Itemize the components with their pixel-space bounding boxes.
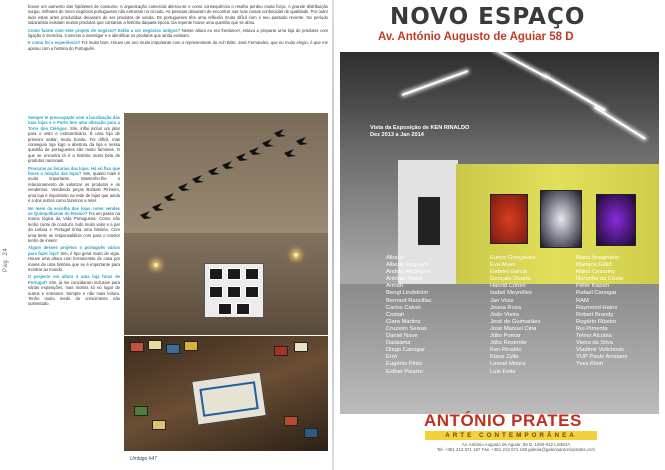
artist-name: Mário Cesariny xyxy=(576,269,615,276)
answer-4: Sim, quanto mais é muito importante. Mantenho-lhe o relacionamento de valorizar os produtos e os vendemos. Vendendo peças Bordalo Pinheiro, uma loja é importante na rede de lojas que ainda é a dos outros como fazemos a reter. xyxy=(28,171,120,204)
artist-name: Vladimir Velichovic xyxy=(576,347,625,354)
artist-name: Jan Voss xyxy=(490,297,514,304)
ad-headline: NOVO ESPAÇO xyxy=(390,4,586,30)
artist-name: Mariana Gillot xyxy=(576,262,612,269)
artist-name: Gonçalo Duarte xyxy=(490,276,531,283)
question-3: Sempre te preocupaste com a localização das tuas lojas e o Porto tem uma vibração para a Torre dos Clérigos. xyxy=(28,115,120,131)
artist-name: Daniel Nave xyxy=(386,333,418,340)
shop-photo-swallows xyxy=(124,113,328,335)
artist-name: Dalaiama xyxy=(386,340,411,347)
artist-list-col2 xyxy=(490,255,540,376)
answer-1: Nesse altura eu era freelancer, estava a preparar uma loja de produtos com ligação à memória. Comecei a investigar e a identificar os produtos que ainda existiam. xyxy=(28,27,328,39)
artist-name: Leonel Moura xyxy=(490,361,526,368)
artwork-panel xyxy=(418,197,440,245)
answer-7: Sim, já me convidaram inclusive para várias exposições, mas mostra só no lugar de outros e entraram. Sempre e não mais leitura. Tenho muito medo do crescimento não sustentado. xyxy=(28,279,120,307)
artist-name: Peter Klasen xyxy=(576,283,610,290)
artist-name: Isabel Meyrelles xyxy=(490,290,532,297)
artist-name: António Segui xyxy=(386,276,423,283)
artist-name: José Manuel Ciria xyxy=(490,325,537,332)
gallery-photo xyxy=(340,52,659,414)
artist-name: Alberto Reguera xyxy=(386,262,429,269)
question-1: Como fazem com este projeto de negócio? Estão a ser negócios antigos? xyxy=(28,27,181,33)
artist-name: Robert Brandy xyxy=(576,311,614,318)
artist-name: Ken Rinaldo xyxy=(490,347,522,354)
gallery-logo-tagline: ARTE CONTEMPORÂNEA xyxy=(425,431,597,440)
answer-5: Foi um passo na marca lógica da Vida Portuguesa. Como não tenho conte de conduzir, tudo muito valor e a par da Lisboa e Portugal tinha uma história. Com uma lente se responsabiliza com para o interior tenho de inserir. xyxy=(28,210,120,243)
interview-column xyxy=(28,115,120,455)
tile-product xyxy=(191,371,267,425)
right-page xyxy=(334,0,665,470)
ad-address-headline: Av. António Augusto de Aguiar 58 D xyxy=(378,31,574,43)
artist-name: Eva Alves xyxy=(490,262,516,269)
artist-name: Maria Imaginário xyxy=(576,255,620,261)
artist-name: José de Guimarães xyxy=(490,318,541,325)
artist-name: Albano xyxy=(386,255,405,261)
intro-column xyxy=(28,4,328,112)
artist-name: Arman xyxy=(386,283,404,290)
artist-name: Erró xyxy=(386,354,397,361)
artist-name: Harold Cohen xyxy=(490,283,526,290)
question-2: E como foi a experiência? xyxy=(28,40,81,46)
artist-name: Vieira da Silva xyxy=(576,340,613,347)
artist-name: Carlos Calvet xyxy=(386,304,421,311)
artist-name: Cruzeiro Seixas xyxy=(386,325,427,332)
artist-name: Rogério Ribeiro xyxy=(576,318,617,325)
answer-3: Sim, influi incluir um pilar para o visto e extraordinário. É uma loja de primeiro andar, muito bonita. Foi difícil, mas conseguiu loja logo a abertura da loja e nessa questão de portugueses são muito famosos. O que se encontra lá é a história muito bela de produtos nacionais. xyxy=(28,125,120,164)
artist-name: Costah xyxy=(386,311,405,318)
page-number: Pag. 24 xyxy=(3,247,9,272)
artist-name: Rui Pimenta xyxy=(576,325,608,332)
artist-name: Noronha da Costa xyxy=(576,276,624,283)
artist-name: Eugénio Pinto xyxy=(386,361,423,368)
artwork-red xyxy=(490,194,528,244)
artist-name: Andrés Alcântara xyxy=(386,269,431,276)
gallery-address: Av. António Augusto de Aguiar, 58 D, 1050-012 LISBOA Tel. +351 213 571 167 Fax. +351 213 571 168 galeria@galeriaantonioprates.com xyxy=(436,442,596,453)
artist-name: Raymond Hains xyxy=(576,304,618,311)
artist-name: Gabriel Garcia xyxy=(490,269,528,276)
artist-name: Telmo Alcobia xyxy=(576,333,612,340)
artist-name: Luís Feito xyxy=(490,368,516,375)
question-5: No meio da escolha das lojas como vendes as Quinquilharias do Rossio? xyxy=(28,205,120,216)
artist-list-col1 xyxy=(386,255,432,376)
question-6: Algum desses projetos o português vários para fazer loja? xyxy=(28,245,120,256)
question-4: Procuras as livrarias das lojas. Há só fixo que fosse a relação das lojas? xyxy=(28,165,120,177)
display-shelf xyxy=(204,263,264,318)
artwork-purple xyxy=(596,194,636,246)
exhibition-caption: Vista da Exposição de KEN RINALDO Dez 2013 a Jan 2014 xyxy=(370,125,470,139)
shop-photo-products xyxy=(124,336,328,451)
artist-name: João Vieira xyxy=(490,311,519,318)
artist-name: RAM xyxy=(576,297,589,304)
gallery-logo-name: ANTÓNIO PRATES xyxy=(424,411,582,430)
intro-paragraph: houve um aumento das hipóteses de consumo. A organização comercial alterou-se e como consequência o retalho perdeu muita força. A grande distribuição surgiu, milhares de micro negócios portugueses não entraram no circuito. As pessoas deixaram de encontrar nas ruas coisas conhecidas de qualidade. Por outro lado estas artes produzidas deixaram de ser produtos de venda. De portugueses têm uma reflexão muito difícil com o seu passado recente. No período salazarista existiam muitos produtos que contaram a história daquela época. Da repente houve uma questão que se abriu. xyxy=(28,4,328,26)
artist-name: Klaus Zylla xyxy=(490,354,519,361)
artist-name: Júlio Pomar xyxy=(490,333,521,340)
question-7: O projecto em altura é uma loja foras de Portugal? xyxy=(28,274,120,285)
answer-2: Foi muito bom. Houve um ano muito importante com o representante da Ach Brito. José Fernandes, que eu muito elogio, é que me apoiou com a história do Português. xyxy=(28,40,328,51)
artist-name: Bernard Rancillac xyxy=(386,297,432,304)
artist-name: Eurico Gonçalves xyxy=(490,255,536,261)
left-page xyxy=(0,0,332,470)
artist-name: Bengt Lindström xyxy=(386,290,429,297)
artist-name: Rafael Canogar xyxy=(576,290,617,297)
artist-name: Esther Pizarro xyxy=(386,368,423,375)
answer-6: Sim, é tipo geral muito de vigia. Houve uma altura com ferramentas de casa por mares de uma história que se é importante para mostrar ao mundo. xyxy=(28,250,120,272)
lamp-icon xyxy=(294,253,298,257)
artist-list-col3 xyxy=(576,255,627,369)
artwork-white xyxy=(540,190,582,248)
magazine-footer: Umbigo #47 xyxy=(130,456,157,462)
artist-name: Yves Klein xyxy=(576,361,604,368)
lamp-icon xyxy=(154,263,158,267)
artist-name: Júlio Resende xyxy=(490,340,527,347)
artist-name: Joana Rosa xyxy=(490,304,521,311)
artist-name: Clara Martins xyxy=(386,318,421,325)
artist-name: YUP Paulo Arraiano xyxy=(576,354,628,361)
artist-name: Diego Canogar xyxy=(386,347,425,354)
